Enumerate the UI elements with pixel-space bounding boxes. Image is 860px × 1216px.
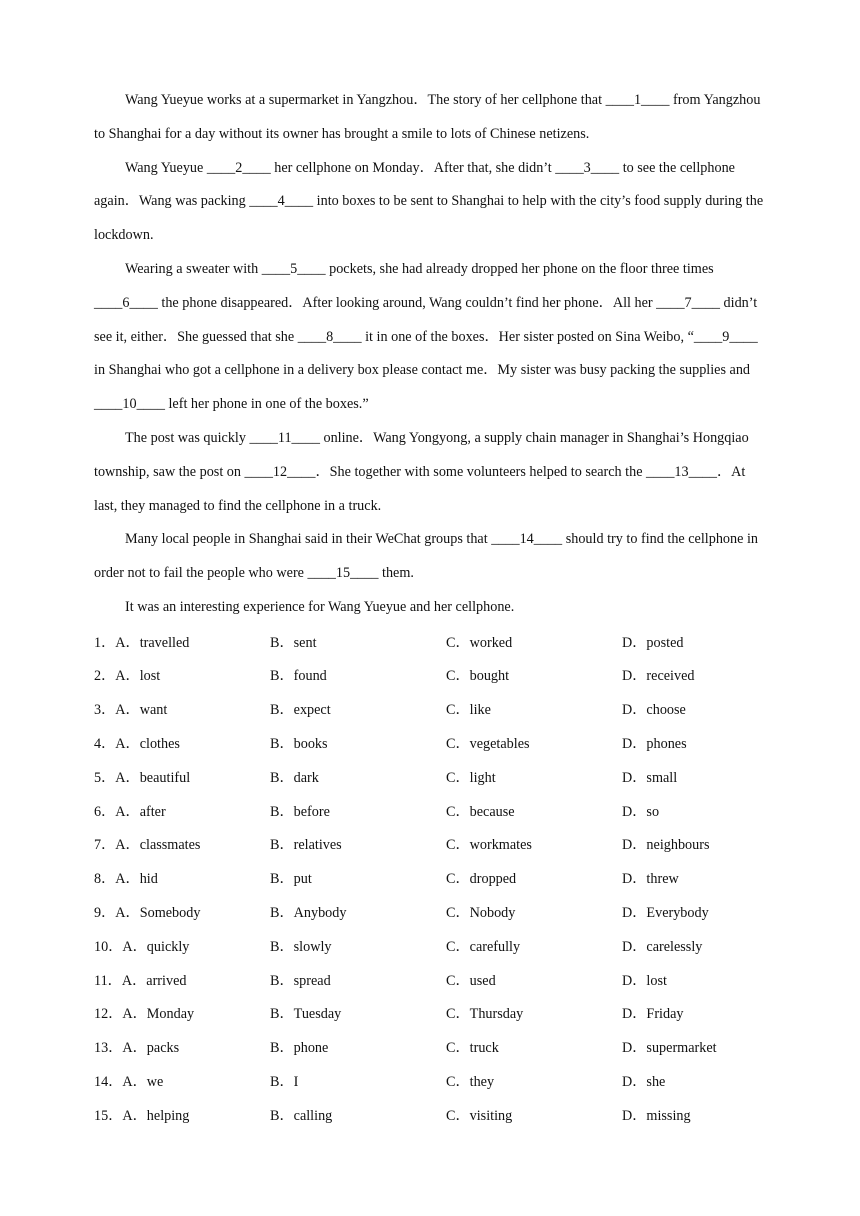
paragraph: Wang Yueyue ____2____ her cellphone on Monday．After that, she didn’t ____3____ to see the cellphone again．Wang was packing ____4____ into boxes to be sent to Shanghai to help with the city’s food supply during the lockdown. <box>94 159 764 244</box>
option-b: B．found <box>270 668 327 685</box>
option-c: C．because <box>446 803 515 820</box>
option-a: 2．A．lost <box>94 668 161 685</box>
option-c: C．carefully <box>446 938 521 955</box>
option-a: 13．A．packs <box>94 1040 180 1057</box>
option-b: B．expect <box>270 702 331 719</box>
option-d: D．missing <box>622 1107 691 1124</box>
option-d: D．small <box>622 769 678 786</box>
paragraph: The post was quickly ____11____ online．Wang Yongyong, a supply chain manager in Shanghai’s Hongqiao township, saw the post on ____12____．She together with some volunteers helped to search the ____13____．At last, they managed to find the cellphone in a truck. <box>94 429 749 514</box>
option-a: 12．A．Monday <box>94 1006 195 1023</box>
option-c: C．vegetables <box>446 736 530 753</box>
option-d: D．received <box>622 668 695 685</box>
option-c: C．bought <box>446 668 510 685</box>
option-d: D．choose <box>622 702 686 719</box>
option-a: 6．A．after <box>94 803 166 820</box>
option-a: 10．A．quickly <box>94 938 190 955</box>
option-d: D．neighbours <box>622 837 710 854</box>
option-b: B．put <box>270 871 312 888</box>
option-c: C．Nobody <box>446 905 516 922</box>
question-row <box>94 625 768 659</box>
option-b: B．before <box>270 803 330 820</box>
option-a: 5．A．beautiful <box>94 769 191 786</box>
option-a: 8．A．hid <box>94 871 158 888</box>
option-d: D．Friday <box>622 1006 684 1023</box>
document-page <box>94 84 768 1132</box>
paragraph: Wearing a sweater with ____5____ pockets, she had already dropped her phone on the floor three times ____6____ the phone disappeared．After looking around, Wang couldn’t find her phone．All her ____7____ didn’t see it, either．She guessed that she ____8____ it in one of the boxes．Her sister posted on Sina Weibo, “____9____ in Shanghai who got a cellphone in a delivery box please contact me．My sister was busy packing the supplies and ____10____ left her phone in one of the boxes.” <box>94 260 758 413</box>
question-row <box>94 659 768 693</box>
option-d: D．Everybody <box>622 905 709 922</box>
option-b: B．dark <box>270 769 319 786</box>
question-row <box>94 1098 768 1132</box>
question-row <box>94 963 768 997</box>
option-b: B．I <box>270 1074 299 1090</box>
option-d: D．lost <box>622 972 667 989</box>
option-a: 4．A．clothes <box>94 736 180 753</box>
paragraph: It was an interesting experience for Wang Yueyue and her cellphone. <box>125 598 515 615</box>
option-a: 11．A．arrived <box>94 972 187 989</box>
question-row <box>94 794 768 828</box>
option-a: 15．A．helping <box>94 1107 190 1124</box>
paragraph: Many local people in Shanghai said in their WeChat groups that ____14____ should try to find the cellphone in order not to fail the people who were ____15____ them. <box>94 531 758 582</box>
option-d: D．so <box>622 803 660 820</box>
option-d: D．supermarket <box>622 1040 717 1057</box>
option-c: C．like <box>446 702 491 719</box>
question-row <box>94 929 768 963</box>
option-d: D．threw <box>622 871 679 888</box>
question-row <box>94 828 768 862</box>
option-a: 14．A．we <box>94 1074 164 1090</box>
question-row <box>94 997 768 1031</box>
option-d: D．she <box>622 1074 666 1090</box>
option-b: B．Tuesday <box>270 1006 342 1023</box>
question-row <box>94 726 768 760</box>
option-a: 1．A．travelled <box>94 634 190 651</box>
option-d: D．phones <box>622 736 687 753</box>
option-c: C．visiting <box>446 1107 513 1124</box>
option-b: B．spread <box>270 972 331 989</box>
option-c: C．Thursday <box>446 1006 524 1023</box>
option-b: B．books <box>270 736 328 753</box>
option-a: 3．A．want <box>94 702 168 719</box>
option-a: 9．A．Somebody <box>94 905 201 922</box>
option-c: C．dropped <box>446 871 517 888</box>
option-c: C．worked <box>446 634 513 651</box>
answer-options <box>94 625 768 1132</box>
option-b: B．sent <box>270 634 317 651</box>
option-b: B．Anybody <box>270 905 347 922</box>
option-c: C．used <box>446 972 496 989</box>
option-c: C．truck <box>446 1040 499 1057</box>
option-a: 7．A．classmates <box>94 837 201 854</box>
question-row <box>94 692 768 726</box>
question-row <box>94 861 768 895</box>
question-row <box>94 1030 768 1064</box>
option-b: B．slowly <box>270 938 332 955</box>
option-d: D．carelessly <box>622 938 703 955</box>
option-c: C．they <box>446 1074 495 1090</box>
option-b: B．calling <box>270 1107 333 1124</box>
paragraph: Wang Yueyue works at a supermarket in Yangzhou．The story of her cellphone that ____1____ from Yangzhou to Shanghai for a day without its owner has brought a smile to lots of Chinese netizens. <box>94 92 761 142</box>
question-row <box>94 895 768 929</box>
option-d: D．posted <box>622 634 684 651</box>
option-c: C．workmates <box>446 837 532 854</box>
option-c: C．light <box>446 769 496 786</box>
cloze-passage <box>94 84 768 625</box>
question-row <box>94 760 768 794</box>
option-b: B．relatives <box>270 837 342 854</box>
option-b: B．phone <box>270 1040 329 1057</box>
question-row <box>94 1064 768 1098</box>
